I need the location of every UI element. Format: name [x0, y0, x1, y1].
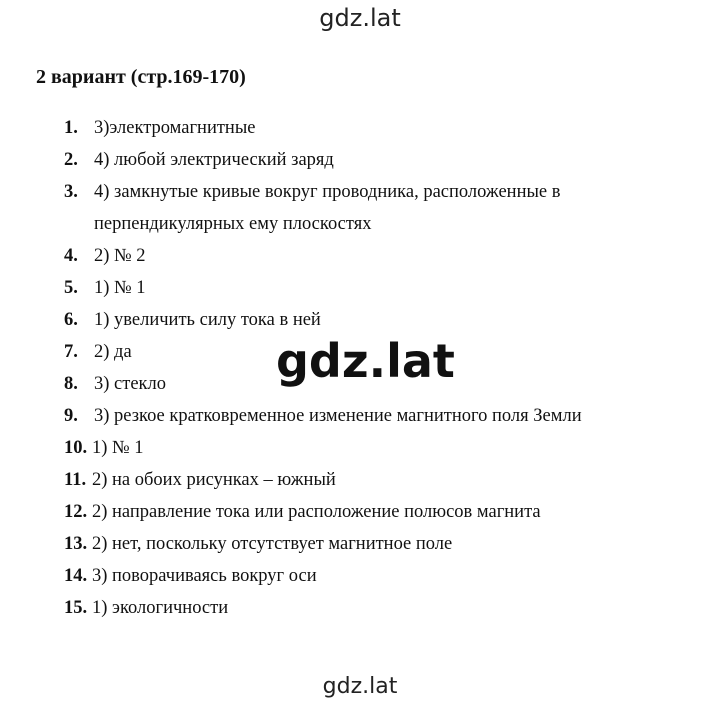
answer-item	[64, 436, 704, 468]
answer-number: 6.	[64, 310, 78, 330]
answer-text: 1) № 1	[94, 278, 146, 298]
answer-item	[64, 276, 704, 308]
answer-text: 1) экологичности	[92, 598, 229, 618]
answer-text: 2) да	[94, 342, 132, 362]
answer-item	[64, 500, 704, 532]
answer-number: 13.	[64, 534, 88, 554]
watermark-top: gdz.lat	[319, 4, 401, 32]
variant-heading: 2 вариант (стр.169-170)	[36, 66, 246, 88]
answer-number: 3.	[64, 182, 78, 202]
answer-number: 10.	[64, 438, 88, 458]
answer-text: 3)электромагнитные	[94, 118, 256, 138]
answer-item	[64, 596, 704, 628]
answer-number: 1.	[64, 118, 78, 138]
answer-text: 3) поворачиваясь вокруг оси	[92, 566, 317, 586]
answer-item	[64, 244, 704, 276]
answer-number: 4.	[64, 246, 78, 266]
answer-number: 2.	[64, 150, 78, 170]
answer-text-line1: 4) замкнутые кривые вокруг проводника, расположенные в	[94, 182, 561, 202]
answer-item	[64, 468, 704, 500]
answer-number: 5.	[64, 278, 78, 298]
watermark-bottom: gdz.lat	[322, 674, 398, 699]
answer-item	[64, 116, 704, 148]
answer-number: 9.	[64, 406, 78, 426]
answer-text: 2) нет, поскольку отсутствует магнитное поле	[92, 534, 453, 554]
answer-text-line2: перпендикулярных ему плоскостях	[94, 214, 372, 234]
answer-number: 8.	[64, 374, 78, 394]
answer-number: 15.	[64, 598, 88, 618]
answer-text: 2) № 2	[94, 246, 146, 266]
answer-number: 12.	[64, 502, 88, 522]
answer-text: 3) резкое кратковременное изменение магнитного поля Земли	[94, 406, 582, 426]
answer-number: 11.	[64, 470, 87, 490]
answer-text: 4) любой электрический заряд	[94, 150, 334, 170]
answer-text: 1) увеличить силу тока в ней	[94, 310, 321, 330]
watermark-center: gdz.lat	[276, 334, 455, 388]
answer-item	[64, 564, 704, 596]
answer-text: 2) на обоих рисунках – южный	[92, 470, 336, 490]
answer-text: 3) стекло	[94, 374, 167, 394]
answer-number: 14.	[64, 566, 88, 586]
answer-item	[64, 404, 704, 436]
answer-item	[64, 180, 704, 244]
answer-text	[94, 180, 704, 244]
answer-item	[64, 148, 704, 180]
answer-text: 1) № 1	[92, 438, 144, 458]
answer-number: 7.	[64, 342, 78, 362]
answer-item	[64, 532, 704, 564]
answer-text: 2) направление тока или расположение полюсов магнита	[92, 502, 541, 522]
